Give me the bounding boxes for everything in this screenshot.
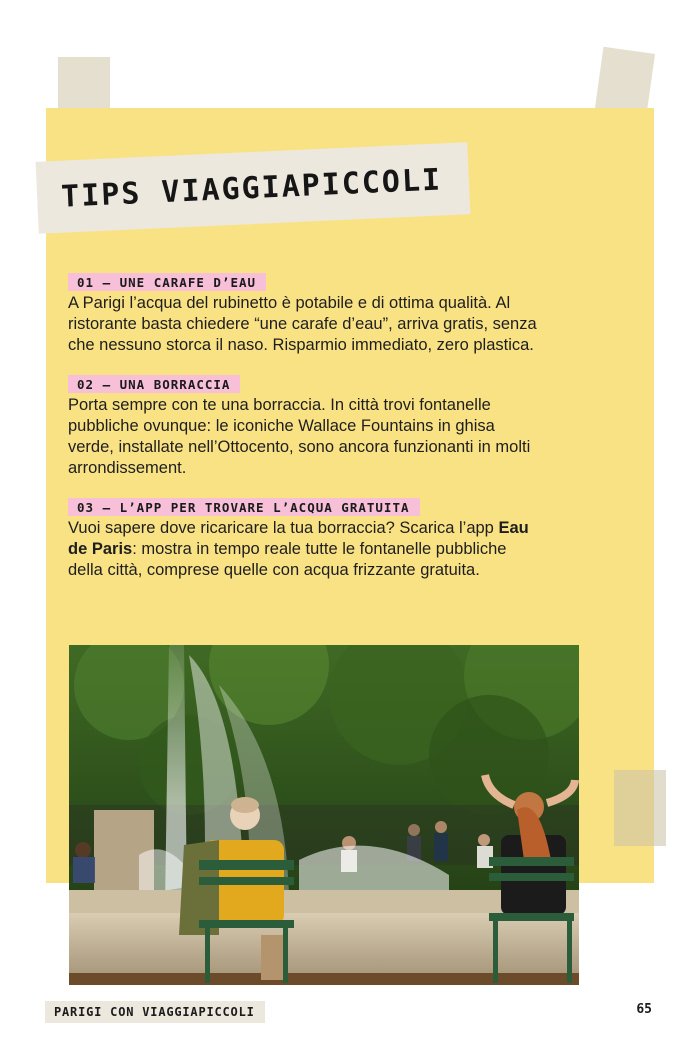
app-name: Eau de Paris [68, 519, 529, 558]
tip-heading: 02 — UNA BORRACCIA [68, 375, 240, 393]
tip-body-text: : mostra in tempo reale tutte le fontanelle pubbliche della città, comprese quelle con acqua frizzante gratuita. [68, 540, 507, 579]
page-title: TIPS VIAGGIAPICCOLI [60, 161, 443, 215]
page-number: 65 [636, 1002, 652, 1017]
tip-01 [68, 272, 538, 356]
tip-03 [68, 497, 538, 581]
tip-02 [68, 374, 538, 479]
footer-label: PARIGI CON VIAGGIAPICCOLI [45, 1001, 265, 1023]
fountain-photo [69, 645, 579, 985]
tip-body [68, 518, 538, 581]
tips-list [68, 272, 538, 599]
tip-heading: 03 — L’APP PER TROVARE L’ACQUA GRATUITA [68, 498, 420, 516]
tip-heading: 01 — UNE CARAFE D’EAU [68, 273, 266, 291]
tip-body-text: Vuoi sapere dove ricaricare la tua borraccia? Scarica l’app [68, 519, 499, 537]
tip-body: A Parigi l’acqua del rubinetto è potabile e di ottima qualità. Al ristorante basta chiedere “une carafe d’eau”, arriva gratis, senza che nessuno storca il naso. Risparmio immediato, zero plastica. [68, 294, 537, 354]
tape-right-middle [614, 770, 666, 846]
tip-body: Porta sempre con te una borraccia. In città trovi fontanelle pubbliche ovunque: le iconiche Wallace Fountains in ghisa verde, installate nell’Ottocento, sono ancora funzionanti in molti arrondissement. [68, 396, 531, 477]
